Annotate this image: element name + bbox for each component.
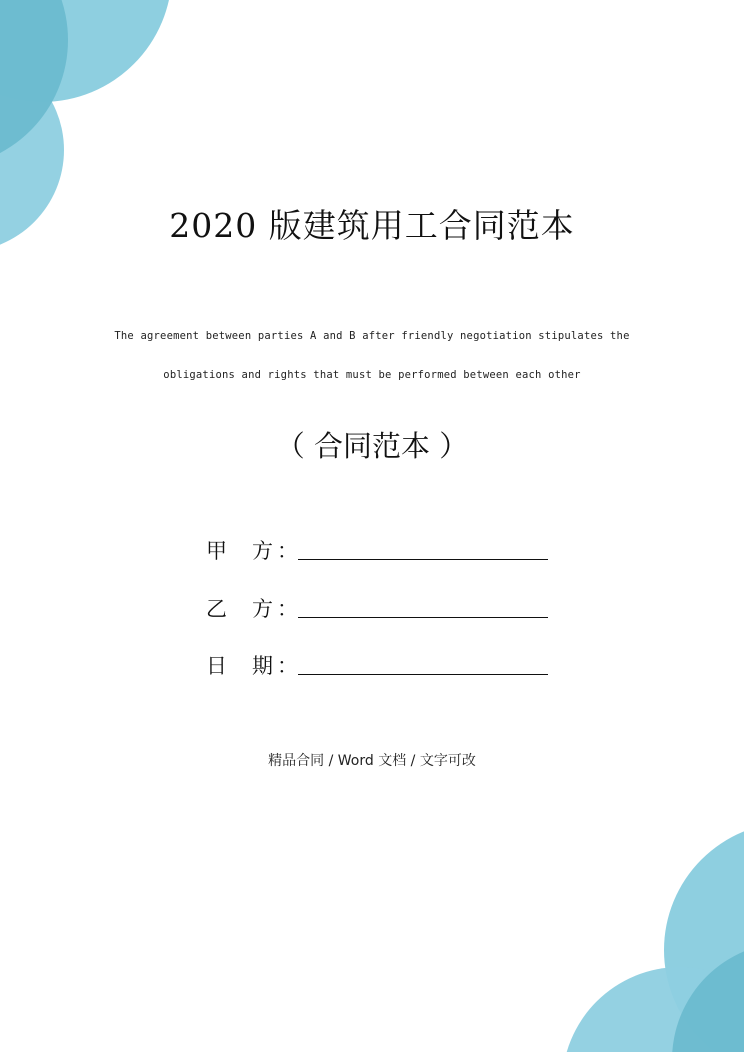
party-a-colon: ：: [277, 539, 298, 563]
date-blank-line[interactable]: [298, 674, 548, 675]
party-b-label-char2: 方: [252, 597, 273, 621]
top-left-overlap-circle: [0, 0, 68, 168]
party-a-label-char1: 甲: [206, 539, 227, 563]
party-b-label-char1: 乙: [206, 597, 227, 621]
date-label-char1: 日: [206, 654, 227, 678]
party-b-blank-line[interactable]: [298, 617, 548, 618]
footer-note: 精品合同 / Word 文档 / 文字可改: [268, 753, 476, 769]
party-a-label-char2: 方: [252, 539, 273, 563]
subtitle-line-1: The agreement between parties A and B after friendly negotiation stipulates the: [114, 330, 630, 342]
bottom-right-low-circle: [562, 967, 744, 1052]
party-b-field: [206, 593, 551, 623]
document-title: 2020 版建筑用工合同范本: [169, 206, 575, 245]
subtitle-line-2: obligations and rights that must be performed between each other: [163, 369, 581, 381]
party-a-blank-line[interactable]: [298, 559, 548, 560]
bottom-right-large-circle: [664, 822, 744, 1052]
party-a-field: [206, 535, 551, 565]
date-colon: ：: [277, 654, 298, 678]
document-type-label: （ 合同范本 ）: [275, 429, 469, 463]
party-b-colon: ：: [277, 597, 298, 621]
bottom-right-overlap-circle: [672, 942, 744, 1052]
date-label-char2: 期: [252, 654, 273, 678]
top-left-large-circle: [0, 0, 172, 102]
date-field: [206, 650, 551, 680]
